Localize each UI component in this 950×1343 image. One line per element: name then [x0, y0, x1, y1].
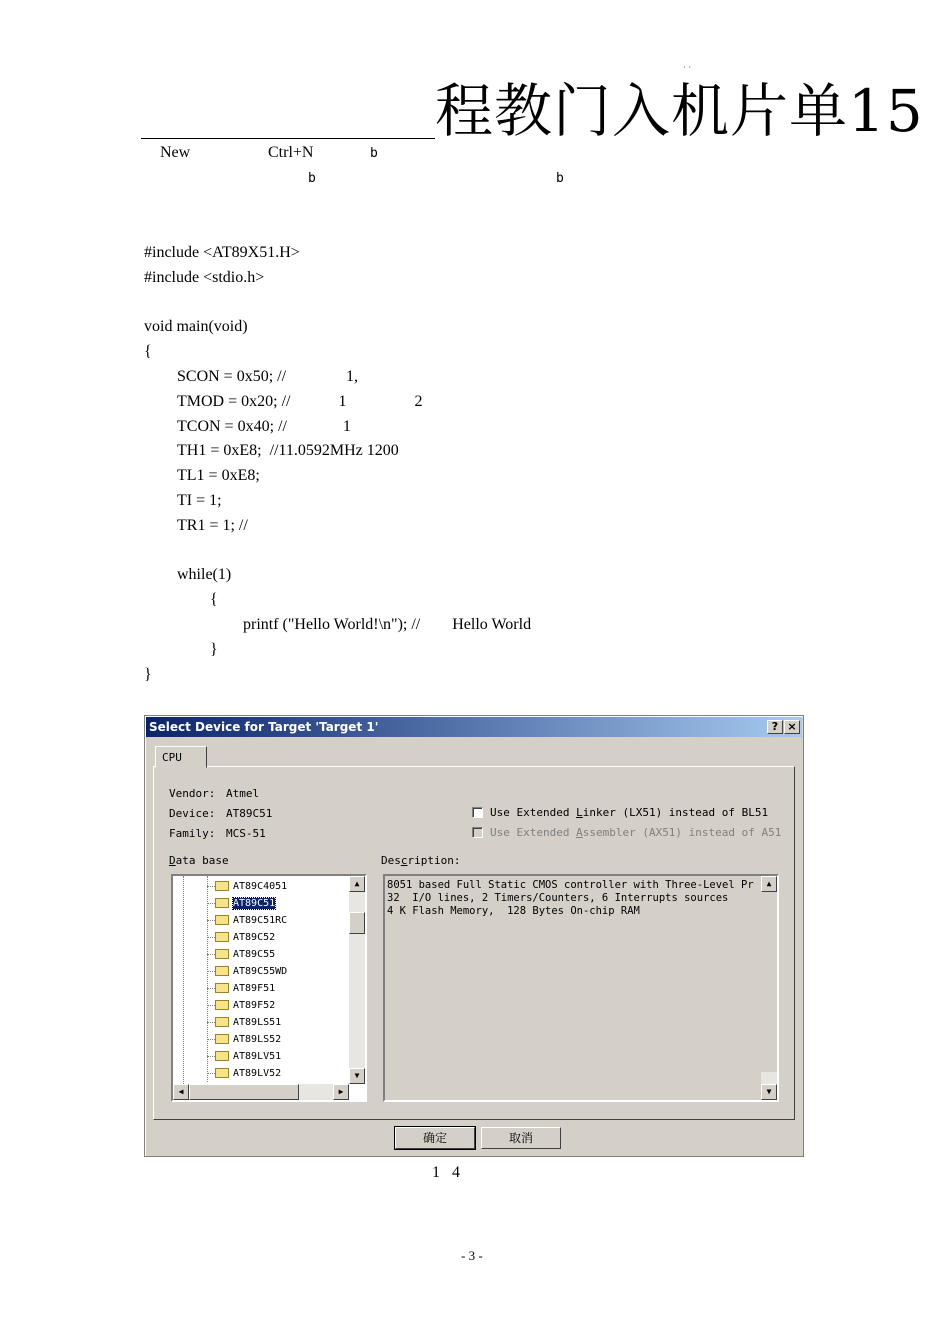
tree-connector — [207, 954, 215, 955]
tree-item-label: AT89F52 — [233, 1000, 276, 1011]
tree-item[interactable] — [215, 929, 275, 946]
scroll-left-icon[interactable]: ◀ — [173, 1084, 189, 1100]
figure-caption: 1 4 — [432, 1164, 460, 1181]
scroll-right-icon[interactable]: ▶ — [333, 1084, 349, 1100]
scroll-track — [761, 892, 777, 1072]
tree-item[interactable] — [215, 1065, 281, 1082]
description-line: 8051 based Full Static CMOS controller with Three-Level Pr — [387, 879, 754, 891]
tree-item[interactable] — [215, 1014, 281, 1031]
tree-item[interactable] — [215, 878, 287, 895]
intro-b3: b — [556, 171, 564, 186]
extended-linker-label[interactable]: Use Extended Linker (LX51) instead of BL51 — [490, 806, 769, 819]
cancel-button[interactable]: 取消 — [481, 1127, 561, 1149]
tree-item[interactable] — [215, 1048, 281, 1065]
scroll-up-icon[interactable]: ▲ — [349, 876, 365, 892]
device-value: AT89C51 — [226, 807, 273, 820]
family-label: Family: — [169, 827, 216, 840]
extended-linker-checkbox[interactable] — [472, 807, 483, 818]
folder-icon — [215, 1068, 229, 1078]
scroll-down-icon[interactable]: ▼ — [761, 1084, 777, 1100]
tree-item-label: AT89C55WD — [233, 966, 288, 977]
folder-icon — [215, 1000, 229, 1010]
tree-horizontal-scrollbar[interactable] — [173, 1084, 349, 1100]
tree-connector — [207, 971, 215, 972]
tree-connector — [207, 886, 215, 887]
tree-item-label: AT89C51 — [233, 898, 276, 909]
tree-connector — [207, 920, 215, 921]
page-number: - 3 - — [461, 1248, 483, 1263]
code-line: SCON = 0x50; // 1, — [177, 368, 359, 385]
intro-b1: b — [370, 146, 378, 161]
scroll-thumb[interactable] — [349, 912, 365, 934]
tree-connector — [207, 903, 215, 904]
folder-icon — [215, 1051, 229, 1061]
extended-assembler-checkbox[interactable] — [472, 827, 483, 838]
code-line: } — [144, 665, 152, 683]
tree-item-label: AT89C55 — [233, 949, 276, 960]
tree-item-label: AT89C51RC — [233, 915, 288, 926]
dialog-title: Select Device for Target 'Target 1' — [149, 720, 379, 734]
tree-connector — [207, 1022, 215, 1023]
code-line: TI = 1; — [177, 492, 222, 509]
code-line: void main(void) — [144, 318, 248, 336]
description-label: Description: — [381, 854, 461, 867]
folder-icon — [215, 932, 229, 942]
code-line: #include <stdio.h> — [144, 268, 265, 286]
device-tree[interactable] — [171, 874, 367, 1102]
tree-item-label: AT89LV52 — [233, 1068, 282, 1079]
folder-icon — [215, 1034, 229, 1044]
description-line: 32 I/O lines, 2 Timers/Counters, 6 Interrupts sources — [387, 892, 729, 904]
code-line: TH1 = 0xE8; //11.0592MHz 1200 — [177, 442, 399, 460]
folder-icon — [215, 915, 229, 925]
code-line: } — [210, 640, 218, 658]
select-device-dialog — [144, 715, 804, 1157]
code-line: #include <AT89X51.H> — [144, 244, 300, 261]
tree-item[interactable] — [215, 963, 287, 980]
tree-connector — [183, 876, 184, 1086]
tree-vertical-scrollbar[interactable] — [349, 876, 365, 1084]
description-box[interactable] — [383, 874, 779, 1102]
folder-icon — [215, 966, 229, 976]
scroll-down-icon[interactable]: ▼ — [349, 1068, 365, 1084]
code-line: TCON = 0x40; // 1 — [177, 417, 351, 435]
tab-cpu[interactable]: CPU — [155, 746, 207, 768]
tree-connector — [207, 1005, 215, 1006]
description-line: 4 K Flash Memory, 128 Bytes On-chip RAM — [387, 905, 640, 917]
tree-item[interactable] — [215, 980, 275, 997]
close-button[interactable]: × — [784, 720, 800, 734]
page-title: 程教门入机片单15 — [435, 77, 924, 145]
help-button[interactable]: ? — [767, 720, 783, 734]
tree-item[interactable] — [215, 997, 275, 1014]
folder-icon — [215, 881, 229, 891]
vendor-value: Atmel — [226, 787, 260, 800]
code-line: TMOD = 0x20; // 1 2 — [177, 392, 423, 410]
header-dots: · · — [683, 62, 692, 72]
folder-icon — [215, 1017, 229, 1027]
tree-connector — [207, 1039, 215, 1040]
tree-connector — [207, 988, 215, 989]
hscroll-thumb[interactable] — [189, 1084, 299, 1100]
vendor-label: Vendor: — [169, 787, 216, 800]
folder-icon — [215, 949, 229, 959]
code-line: TR1 = 1; // — [177, 516, 248, 534]
code-line: while(1) — [177, 566, 232, 584]
family-value: MCS-51 — [226, 827, 266, 840]
tree-item-label: AT89LV51 — [233, 1051, 282, 1062]
tree-connector — [207, 1073, 215, 1074]
tree-item-label: AT89C4051 — [233, 881, 288, 892]
tree-item-label: AT89LS51 — [233, 1017, 282, 1028]
folder-icon — [215, 898, 229, 908]
code-line: TL1 = 0xE8; — [177, 467, 260, 485]
intro-b2: b — [308, 171, 316, 186]
tree-item[interactable] — [215, 895, 275, 912]
folder-icon — [215, 983, 229, 993]
tree-item-label: AT89LS52 — [233, 1034, 282, 1045]
tree-item-label: AT89F51 — [233, 983, 276, 994]
extended-assembler-label: Use Extended Assembler (AX51) instead of A51 — [490, 826, 782, 839]
code-line: { — [144, 343, 152, 361]
menu-new-text: New — [160, 144, 191, 161]
scroll-up-icon[interactable]: ▲ — [761, 876, 777, 892]
tree-connector — [207, 1056, 215, 1057]
tree-item[interactable] — [215, 912, 287, 929]
tree-item[interactable] — [215, 946, 275, 963]
ok-button[interactable]: 确定 — [395, 1127, 475, 1149]
tree-connector — [207, 937, 215, 938]
dialog-titlebar — [146, 717, 802, 737]
tree-item-label: AT89C52 — [233, 932, 276, 943]
code-line: printf ("Hello World!\n"); // Hello World — [243, 616, 532, 633]
shortcut-text: Ctrl+N — [268, 144, 314, 161]
tree-item[interactable] — [215, 1031, 281, 1048]
device-label: Device: — [169, 807, 216, 820]
header-rule — [141, 138, 435, 139]
tree-connector — [207, 876, 208, 1082]
database-label: Data base — [169, 854, 229, 867]
code-line: { — [210, 591, 218, 609]
desc-vertical-scrollbar[interactable] — [761, 876, 777, 1100]
